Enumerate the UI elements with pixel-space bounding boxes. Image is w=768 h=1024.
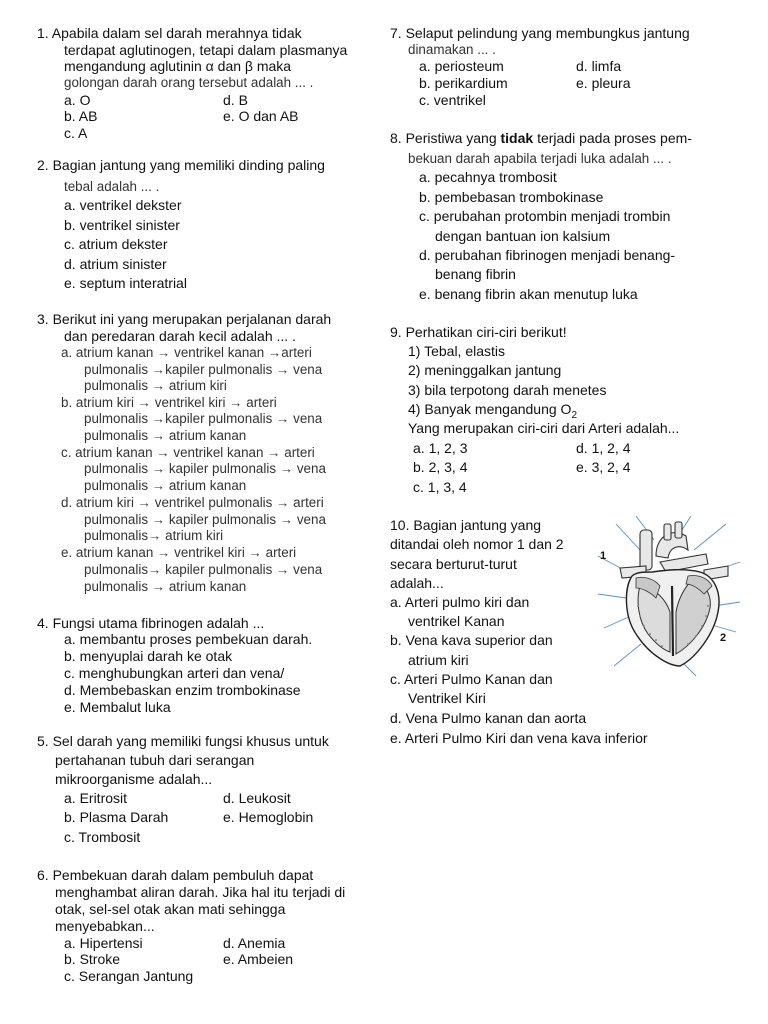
text-line: c. ventrikel [419, 92, 486, 108]
text-line: pulmonalis → kapiler pulmonalis → vena [84, 461, 326, 476]
text-line: 2. Bagian jantung yang memiliki dinding paling [37, 157, 325, 173]
text-line: d. Membebaskan enzim trombokinase [64, 682, 301, 698]
text-line: pulmonalis → atrium kanan [84, 478, 247, 493]
text-line: c. 1, 3, 4 [413, 479, 467, 495]
text-line: e. pleura [576, 75, 631, 91]
text-line: c. Arteri Pulmo Kanan dan [390, 671, 553, 687]
text-line: c. perubahan protombin menjadi trombin [419, 208, 671, 224]
text-line: a. pecahnya trombosit [419, 169, 557, 185]
superior-vena-cava [640, 530, 652, 570]
text-line: d. limfa [576, 58, 622, 74]
text-line: 4) Banyak mengandung $O_2$ [408, 401, 578, 421]
text-line: 5. Sel darah yang memiliki fungsi khusus untuk [37, 733, 329, 749]
text-line: pertahanan tubuh dari serangan [55, 752, 255, 768]
text-line: e. Ambeien [223, 951, 294, 967]
text-line: d. B [223, 92, 248, 108]
text-line: atrium kiri [408, 652, 469, 668]
text-line: tebal adalah ... . [64, 179, 160, 194]
text-line: 6. Pembekuan darah dalam pembuluh dapat [37, 867, 314, 883]
text-line: 3. Berikut ini yang merupakan perjalanan darah [37, 311, 332, 327]
text-line: d. atrium sinister [64, 256, 167, 272]
text-line: 8. Peristiwa yang tidak terjadi pada proses pem- [390, 130, 692, 146]
text-line: d. Vena Pulmo kanan dan aorta [390, 710, 587, 726]
text-line: c. atrium dekster [64, 236, 168, 252]
text-line: pulmonalis → atrium kanan [84, 579, 247, 594]
text-line: c. Serangan Jantung [64, 968, 194, 984]
text-line: b. ventrikel sinister [64, 217, 180, 233]
text-line: pulmonalis → kapiler pulmonalis → vena [84, 512, 326, 527]
text-line: bekuan darah apabila terjadi luka adalah ... . [408, 151, 672, 166]
text-line: e. Membalut luka [64, 699, 171, 715]
text-line: secara berturut-turut [390, 556, 517, 572]
text-line: 2) meninggalkan jantung [408, 362, 562, 378]
text-line: e. Arteri Pulmo Kiri dan vena kava inferior [390, 730, 648, 746]
text-line: d. 1, 2, 4 [576, 440, 631, 456]
text-line: e. Hemoglobin [223, 809, 314, 825]
text-line: a. 1, 2, 3 [413, 440, 468, 456]
text-line: dinamakan ... . [408, 42, 496, 57]
septum [672, 586, 673, 656]
text-line: benang fibrin [435, 266, 516, 282]
text-line: 1. Apabila dalam sel darah merahnya tidak [37, 25, 302, 41]
text-line: a. Eritrosit [64, 790, 128, 806]
text-line: a. Arteri pulmo kiri dan [390, 594, 530, 610]
text-line: c. Trombosit [64, 829, 141, 845]
text-line: a. atrium kanan → ventrikel kanan →arteri [61, 345, 312, 360]
text-line: Yang merupakan ciri-ciri dari Arteri adalah... [408, 420, 680, 436]
text-line: d. atrium kiri → ventrikel pulmonalis → arteri [61, 495, 324, 510]
text-line: menyebabkan... [55, 918, 155, 934]
aorta-arch [656, 533, 688, 558]
text-line: c. A [64, 125, 88, 141]
text-line: otak, sel-sel otak akan mati sehingga [55, 901, 286, 917]
figure-label-1: 1 [600, 550, 607, 562]
text-line: b. menyuplai darah ke otak [64, 648, 233, 664]
text-line: b. pembebasan trombokinase [419, 189, 604, 205]
text-line: pulmonalis→ atrium kiri [84, 528, 224, 543]
text-line: e. benang fibrin akan menutup luka [419, 286, 638, 302]
text-line: dengan bantuan ion kalsium [435, 228, 611, 244]
text-line: b. Vena kava superior dan [390, 632, 553, 648]
text-line: d. Anemia [223, 935, 286, 951]
text-line: d. perubahan fibrinogen menjadi benang- [419, 247, 676, 263]
text-line: a. periosteum [419, 58, 504, 74]
text-line: a. Hipertensi [64, 935, 143, 951]
text-line: 1) Tebal, elastis [408, 343, 506, 359]
text-line: e. O dan AB [223, 108, 299, 124]
text-line: pulmonalis → atrium kanan [84, 428, 247, 443]
text-line: dan peredaran darah kecil adalah ... . [64, 328, 296, 344]
text-line: mengandung aglutinin α dan β maka [64, 58, 292, 74]
text-line: b. AB [64, 108, 98, 124]
text-line: b. 2, 3, 4 [413, 459, 468, 475]
text-line: pulmonalis →kapiler pulmonalis → vena [84, 411, 323, 426]
text-line: 7. Selaput pelindung yang membungkus jantung [390, 25, 690, 41]
text-line: ventrikel Kanan [408, 613, 505, 629]
text-line: Ventrikel Kiri [408, 690, 486, 706]
text-line: 4. Fungsi utama fibrinogen adalah ... [37, 615, 265, 631]
text-line: a. O [64, 92, 91, 108]
text-line: c. atrium kanan → ventrikel kanan → arteri [61, 445, 315, 460]
text-line: b. Plasma Darah [64, 809, 169, 825]
text-line: menghambat aliran darah. Jika hal itu terjadi di [55, 884, 346, 900]
text-line: ditandai oleh nomor 1 dan 2 [390, 536, 564, 552]
heart-diagram [596, 516, 746, 676]
text-line: c. menghubungkan arteri dan vena/ [64, 665, 285, 681]
text-line: e. septum interatrial [64, 275, 187, 291]
text-line: 3) bila terpotong darah menetes [408, 382, 607, 398]
text-line: b. Stroke [64, 951, 121, 967]
text-line: terdapat aglutinogen, tetapi dalam plasmanya [64, 42, 348, 58]
text-line: e. 3, 2, 4 [576, 459, 631, 475]
text-line: d. Leukosit [223, 790, 291, 806]
text-line: e. atrium kanan → ventrikel kiri → arteri [61, 545, 297, 560]
figure-label-2: 2 [720, 632, 727, 644]
text-line: a. membantu proses pembekuan darah. [64, 631, 313, 647]
text-line: pulmonalis →kapiler pulmonalis → vena [84, 362, 323, 377]
text-line: b. perikardium [419, 75, 508, 91]
text-line: mikroorganisme adalah... [55, 771, 213, 787]
text-line: golongan darah orang tersebut adalah ... . [64, 75, 314, 90]
text-line: pulmonalis → atrium kiri [84, 378, 227, 393]
text-line: 9. Perhatikan ciri-ciri berikut! [390, 324, 567, 340]
text-line: b. atrium kiri → ventrikel kiri → arteri [61, 395, 277, 410]
text-line: a. ventrikel dekster [64, 197, 182, 213]
text-line: pulmonalis→ kapiler pulmonalis → vena [84, 562, 323, 577]
text-line: 10. Bagian jantung yang [390, 517, 542, 533]
text-line: adalah... [390, 575, 444, 591]
